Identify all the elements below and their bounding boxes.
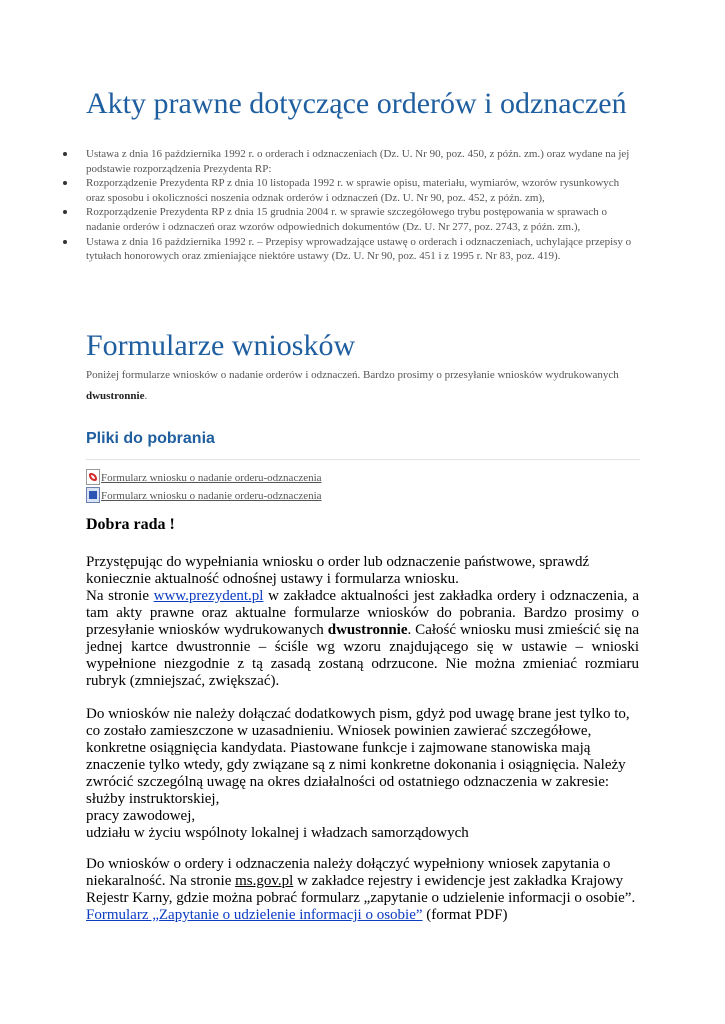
download-link-pdf[interactable]: Formularz wniosku o nadanie orderu-odznaczenia	[101, 472, 322, 484]
advice-line: służby instruktorskiej,	[86, 791, 220, 807]
advice-paragraph-3	[86, 856, 639, 924]
forms-intro	[86, 365, 626, 407]
forms-intro-end: .	[144, 390, 148, 402]
advice-paragraph-3-body	[86, 856, 639, 907]
advice-text: . Całość wniosku musi zmieścić się na jednej kartce dwustronnie – ściśle wg wzoru znajdującego się w ustawie – wnioski wypełnione niezgodnie z tą zasadą zostaną odrzucone. Nie można zmieniać rozmiaru rubryk (zmniejszać, zwiększać).	[86, 622, 639, 689]
legal-acts-list	[58, 147, 638, 264]
list-item	[58, 205, 638, 234]
list-item	[58, 147, 638, 176]
downloads-heading: Pliki do pobrania	[86, 430, 215, 447]
form-download-line	[86, 907, 639, 924]
list-item-text: Ustawa z dnia 16 października 1992 r. – Przepisy wprowadzające ustawę o orderach i odznaczeniach, uchylające przepisy o tytułach honorowych oraz zmieniające niektóre ustawy (Dz. U. Nr 90, poz. 451 i z 1995 r. Nr 83, poz. 419).	[86, 235, 632, 263]
pdf-file-icon[interactable]	[86, 469, 100, 485]
list-item	[58, 176, 638, 205]
advice-paragraph-2	[86, 706, 639, 842]
advice-paragraph-1-body	[86, 588, 639, 690]
advice-text: Na stronie	[86, 588, 154, 604]
advice-line: udziału w życiu wspólnoty lokalnej i władzach samorządowych	[86, 825, 469, 841]
advice-bold-text: dwustronnie	[327, 622, 408, 638]
forms-intro-bold: dwustronnie	[86, 390, 145, 402]
prezydent-link[interactable]: www.prezydent.pl	[153, 588, 264, 604]
list-item	[58, 235, 638, 264]
list-item-text: Rozporządzenie Prezydenta RP z dnia 10 listopada 1992 r. w sprawie opisu, materiału, wymiarów, wzorów rysunkowych oraz sposobu i okoliczności noszenia odznak orderów i odznaczeń (Dz. U. Nr 90, poz. 452, z późn. zm),	[86, 177, 620, 204]
download-row-doc	[86, 487, 322, 503]
advice-paragraph-1	[86, 554, 639, 690]
advice-text: Do wniosków o ordery i odznaczenia należy dołączyć wypełniony wniosek zapytania o niekaralność. Na stronie	[86, 856, 611, 889]
advice-line: pracy zawodowej,	[86, 808, 196, 824]
ms-gov-link[interactable]: ms.gov.pl	[235, 873, 294, 889]
advice-heading: Dobra rada !	[86, 516, 175, 533]
word-file-icon[interactable]	[86, 487, 100, 503]
download-link-doc[interactable]: Formularz wniosku o nadanie orderu-odznaczenia	[101, 490, 322, 502]
bullet-icon	[63, 240, 67, 244]
list-item-text: Ustawa z dnia 16 października 1992 r. o orderach i odznaczeniach (Dz. U. Nr 90, poz. 450, z późn. zm.) oraz wydane na jej podstawie rozporządzenia Prezydenta RP:	[86, 148, 630, 175]
criminal-record-form-link[interactable]: Formularz „Zapytanie o udzielenie informacji o osobie”	[86, 907, 423, 923]
download-row-pdf	[86, 469, 322, 485]
bullet-icon	[63, 152, 67, 156]
legal-acts-heading: Akty prawne dotyczące orderów i odznaczeń	[86, 87, 627, 120]
forms-heading: Formularze wniosków	[86, 329, 356, 362]
form-format-note: (format PDF)	[422, 907, 508, 923]
bullet-icon	[63, 181, 67, 185]
bullet-icon	[63, 210, 67, 214]
advice-paragraph-2-main: Do wniosków nie należy dołączać dodatkowych pism, gdyż pod uwagę brane jest tylko to, co zostało zamieszczone w uzasadnieniu. Wniosek powinien zawierać szczegółowe, konkretne osiągnięcia kandydata. Piastowane funkcje i zajmowane stanowiska mają znaczenie tylko wtedy, gdy związane są z nimi konkretne dokonania i osiągnięcia. Należy zwrócić szczególną uwagę na okres działalności od ostatniego odznaczenia w zakresie:	[86, 706, 630, 790]
forms-intro-text: Poniżej formularze wniosków o nadanie orderów i odznaczeń. Bardzo prosimy o przesyłanie wniosków wydrukowanych	[86, 369, 619, 381]
downloads-divider	[86, 459, 640, 460]
advice-text: w zakładce aktualności jest zakładka ordery i odznaczenia, a tam akty prawne oraz aktualne formularze wniosków do pobrania. Bardzo prosimy o przesyłanie wniosków wydrukowanych	[86, 588, 639, 638]
list-item-text: Rozporządzenie Prezydenta RP z dnia 15 grudnia 2004 r. w sprawie szczegółowego trybu postępowania w sprawach o nadanie orderów i odznaczeń oraz wzorów odpowiednich dokumentów (Dz. U. Nr 277, poz. 2743, z późn. zm.),	[86, 206, 608, 233]
advice-paragraph-1-intro: Przystępując do wypełniania wniosku o order lub odznaczenie państwowe, sprawdź koniecznie aktualność odnośnej ustawy i formularza wniosku.	[86, 554, 590, 587]
advice-text: w zakładce rejestry i ewidencje jest zakładka Krajowy Rejestr Karny, gdzie można pobrać formularz „zapytanie o udzielenie informacji o osobie”.	[86, 873, 636, 906]
